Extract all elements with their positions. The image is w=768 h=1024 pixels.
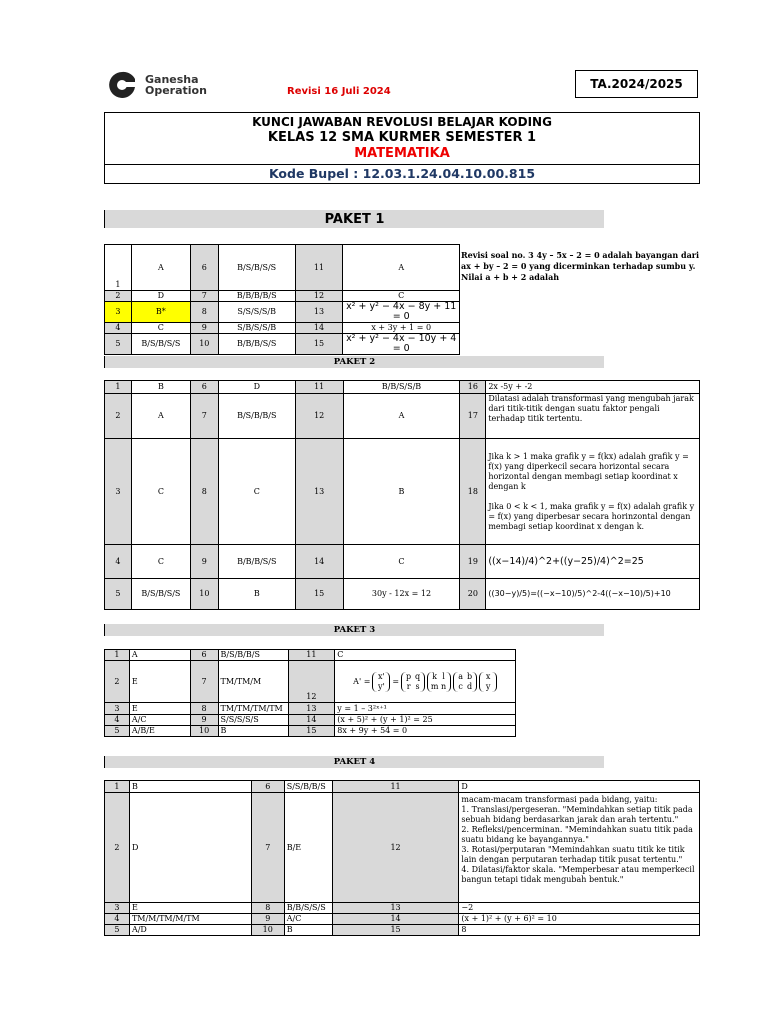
- table-cell: 11: [295, 245, 343, 291]
- table-cell: 9: [190, 545, 218, 579]
- table-cell: 8: [459, 925, 700, 936]
- table-cell: 18: [460, 439, 486, 545]
- table-cell: A/C: [284, 914, 332, 925]
- matrix-entry: a: [458, 671, 463, 681]
- matrix-entry: x: [485, 671, 491, 681]
- matrix-entry: c: [458, 681, 463, 691]
- table-row: [105, 781, 700, 793]
- table-cell: 8x + 9y + 54 = 0: [335, 726, 516, 737]
- table-cell: 14: [295, 545, 343, 579]
- table-cell: 2: [105, 793, 130, 903]
- table-cell: B/B/B/S/S: [218, 334, 295, 355]
- table-row: [105, 302, 460, 323]
- table-cell: 3: [105, 903, 130, 914]
- table-cell: 8: [190, 302, 218, 323]
- table-cell: 13: [288, 703, 335, 715]
- table-cell: 14: [295, 323, 343, 334]
- matrix-entry: l: [442, 671, 445, 681]
- answer-line: 3. Rotasi/perputaran "Memindahkan suatu titik ke titik lain dengan perputaran terhadap titik pusat tertentu.": [461, 845, 685, 864]
- table-cell: B/S/B/S/S: [131, 334, 190, 355]
- table-row: [105, 439, 700, 545]
- table-cell: 30y - 12x = 12: [343, 579, 460, 610]
- table-cell: y = 1 – 3²ˣ⁺¹: [335, 703, 516, 715]
- table-cell: 5: [105, 726, 130, 737]
- paket3-table: [104, 649, 516, 737]
- matrix-entry: s: [415, 681, 420, 691]
- matrix-equals: =: [392, 676, 400, 686]
- table-row: [105, 726, 516, 737]
- matrix-lhs: A' =: [353, 676, 371, 686]
- paket2-table: [104, 380, 700, 610]
- table-cell: 9: [251, 914, 284, 925]
- matrix-block: [453, 672, 477, 692]
- table-cell: B: [129, 781, 251, 793]
- table-cell: TM/TM/M: [218, 661, 288, 703]
- table-cell: 14: [332, 914, 459, 925]
- table-cell: (x + 5)² + (y + 1)² = 25: [335, 715, 516, 726]
- answer-12-cell: [459, 793, 700, 903]
- table-cell: A/D: [129, 925, 251, 936]
- table-cell: 12: [295, 291, 343, 302]
- matrix-entry: n: [441, 681, 447, 691]
- table-cell: 1: [105, 781, 130, 793]
- table-cell: 6: [190, 381, 218, 394]
- table-cell: 17: [460, 394, 486, 439]
- table-cell: 9: [190, 715, 218, 726]
- table-cell: 8: [251, 903, 284, 914]
- table-cell: 20: [460, 579, 486, 610]
- table-cell: S/B/S/S/B: [218, 323, 295, 334]
- table-cell: C: [335, 650, 516, 661]
- table-cell: B: [284, 925, 332, 936]
- table-cell: B/B/B/S/S: [218, 545, 295, 579]
- table-cell: 12: [288, 661, 335, 703]
- table-row: [105, 661, 516, 703]
- table-row: [105, 793, 700, 903]
- matrix-block: [401, 672, 425, 692]
- table-cell: 5: [105, 334, 132, 355]
- table-cell: B/E: [284, 793, 332, 903]
- table-cell: 15: [288, 726, 335, 737]
- matrix-block: [427, 672, 451, 692]
- table-cell: 13: [332, 903, 459, 914]
- table-cell: 3: [105, 703, 130, 715]
- table-cell: C: [131, 439, 190, 545]
- table-cell: C: [218, 439, 295, 545]
- table-cell: 8: [190, 703, 218, 715]
- table-cell: E: [129, 703, 190, 715]
- document-header: [104, 112, 700, 184]
- table-cell: 13: [295, 302, 343, 323]
- table-cell: x² + y² − 4x − 8y + 11 = 0: [343, 302, 460, 323]
- table-cell: 7: [190, 291, 218, 302]
- table-cell: TM/M/TM/M/TM: [129, 914, 251, 925]
- answer-18-part1: Jika k > 1 maka grafik y = f(kx) adalah grafik y = f(x) yang diperkecil secara horizontal secara horizontal dengan membagi setiap koordinat x dengan k: [488, 451, 689, 491]
- logo-line1: Ganesha: [145, 73, 199, 86]
- table-cell: 6: [251, 781, 284, 793]
- table-cell: 12: [332, 793, 459, 903]
- table-row: [105, 334, 460, 355]
- table-cell: B/S/B/B/S: [218, 394, 295, 439]
- table-cell: 12: [295, 394, 343, 439]
- paket1-table: [104, 244, 460, 355]
- paket3-title: PAKET 3: [104, 624, 604, 636]
- ganesha-logo-icon: [105, 70, 139, 100]
- table-cell: 4: [105, 914, 130, 925]
- table-cell: 4: [105, 715, 130, 726]
- header-class: KELAS 12 SMA KURMER SEMESTER 1: [267, 130, 537, 145]
- matrix-entry: r: [406, 681, 411, 691]
- table-cell: D: [459, 781, 700, 793]
- table-cell: 10: [190, 579, 218, 610]
- table-cell: 8: [190, 439, 218, 545]
- table-cell: S/S/B/B/S: [284, 781, 332, 793]
- table-cell: B/B/S/S/B: [343, 381, 460, 394]
- table-cell: A: [131, 394, 190, 439]
- header-code: Kode Bupel : 12.03.1.24.04.10.00.815: [105, 164, 699, 181]
- table-cell: (x + 1)² + (y + 6)² = 10: [459, 914, 700, 925]
- table-cell: D: [129, 793, 251, 903]
- matrix-entry: x': [378, 671, 385, 681]
- table-cell: B: [131, 381, 190, 394]
- logo-line2: Operation: [145, 84, 207, 97]
- table-cell: A: [343, 245, 460, 291]
- table-row: [105, 545, 700, 579]
- table-cell: TM/TM/TM/TM: [218, 703, 288, 715]
- table-cell: 4: [105, 323, 132, 334]
- paket4-table: [104, 780, 700, 936]
- table-cell: 15: [332, 925, 459, 936]
- table-cell: 11: [288, 650, 335, 661]
- table-cell: ((x−14)/4)^2+((y−25)/4)^2=25: [486, 545, 700, 579]
- table-cell: 7: [251, 793, 284, 903]
- table-row: [105, 914, 700, 925]
- table-cell: −2: [459, 903, 700, 914]
- table-row: [105, 715, 516, 726]
- table-row: [105, 245, 460, 291]
- table-cell: 11: [332, 781, 459, 793]
- table-cell: C: [131, 323, 190, 334]
- academic-year-box: TA.2024/2025: [575, 70, 698, 98]
- table-cell: x + 3y + 1 = 0: [343, 323, 460, 334]
- paket4-title: PAKET 4: [104, 756, 604, 768]
- matrix-entry: k: [432, 671, 438, 681]
- table-cell: 6: [190, 245, 218, 291]
- matrix-entry: m: [430, 681, 439, 691]
- table-cell: 4: [105, 545, 132, 579]
- table-cell: [486, 439, 700, 545]
- table-cell: 5: [105, 579, 132, 610]
- table-cell: B/S/B/B/S: [218, 650, 288, 661]
- table-cell: 1: [105, 381, 132, 394]
- table-cell: x² + y² − 4x − 10y + 4 = 0: [343, 334, 460, 355]
- table-cell: 2: [105, 661, 130, 703]
- matrix-entry: b: [467, 671, 473, 681]
- table-cell: 3: [105, 439, 132, 545]
- table-cell: 2: [105, 394, 132, 439]
- table-cell: 15: [295, 579, 343, 610]
- table-cell: D: [218, 381, 295, 394]
- table-cell: B/S/B/S/S: [131, 579, 190, 610]
- table-cell: 1: [105, 650, 130, 661]
- table-cell: E: [129, 661, 190, 703]
- table-cell: Dilatasi adalah transformasi yang mengubah jarak dari titik-titik dengan suatu faktor pengali terhadap titik tertentu.: [486, 394, 700, 439]
- answer-line: 1. Translasi/pergeseran. "Memindahkan setiap titik pada sebuah bidang berdasarkan jarak dan arah tertentu.": [461, 805, 693, 824]
- table-row: [105, 703, 516, 715]
- table-cell: A: [129, 650, 190, 661]
- table-cell: S/S/S/S/B: [218, 302, 295, 323]
- table-cell: A: [131, 245, 190, 291]
- table-cell: B: [218, 579, 295, 610]
- table-cell: 13: [295, 439, 343, 545]
- table-cell: C: [343, 291, 460, 302]
- table-cell: A: [343, 394, 460, 439]
- table-cell: D: [131, 291, 190, 302]
- matrix-entry: y': [378, 681, 385, 691]
- table-cell: 9: [190, 323, 218, 334]
- answer-line: 2. Refleksi/pencerminan. "Memindahkan suatu titik pada suatu bidang ke bayangannya.": [461, 825, 693, 844]
- matrix-entry: y: [485, 681, 491, 691]
- table-cell: 6: [190, 650, 218, 661]
- revision-note: Revisi soal no. 3 4y – 5x – 2 = 0 adalah bayangan dari ax + by – 2 = 0 yang dicerminkan terhadap sumbu y. Nilai a + b + 2 adalah: [461, 250, 700, 282]
- table-row: [105, 579, 700, 610]
- paket1-title: PAKET 1: [104, 210, 604, 228]
- matrix-equation: [353, 672, 497, 692]
- table-cell: 10: [190, 726, 218, 737]
- table-cell: 7: [190, 661, 218, 703]
- table-cell: 7: [190, 394, 218, 439]
- table-cell: 11: [295, 381, 343, 394]
- matrix-cell: [335, 661, 516, 703]
- table-cell: A/B/E: [129, 726, 190, 737]
- table-row: [105, 291, 460, 302]
- table-row: [105, 323, 460, 334]
- table-row: [105, 381, 700, 394]
- logo: [105, 70, 207, 100]
- table-row: [105, 394, 700, 439]
- table-cell: E: [129, 903, 251, 914]
- table-cell: S/S/S/S/S: [218, 715, 288, 726]
- table-cell: 2x -5y + -2: [486, 381, 700, 394]
- header-title: KUNCI JAWABAN REVOLUSI BELAJAR KODING: [252, 115, 552, 129]
- table-cell: 5: [105, 925, 130, 936]
- matrix-entry: d: [467, 681, 473, 691]
- table-cell: 19: [460, 545, 486, 579]
- table-cell: C: [131, 545, 190, 579]
- table-cell: ((30−y)/5)=((−x−10)/5)^2-4((−x−10)/5)+10: [486, 579, 700, 610]
- table-cell: 2: [105, 291, 132, 302]
- table-cell: A/C: [129, 715, 190, 726]
- table-cell: B/B/B/B/S: [218, 291, 295, 302]
- matrix-entry: p: [406, 671, 412, 681]
- logo-text: [145, 74, 207, 96]
- table-cell: 15: [295, 334, 343, 355]
- table-cell: B/S/B/S/S: [218, 245, 295, 291]
- matrix-vector: [372, 672, 390, 692]
- table-cell: B: [343, 439, 460, 545]
- paket2-title: PAKET 2: [104, 356, 604, 368]
- table-cell: 14: [288, 715, 335, 726]
- matrix-vector: [479, 672, 497, 692]
- table-row: [105, 903, 700, 914]
- table-cell: B*: [131, 302, 190, 323]
- table-cell: 1: [105, 245, 132, 291]
- matrix-entry: q: [415, 671, 421, 681]
- table-cell: 3: [105, 302, 132, 323]
- answer-line: 4. Dilatasi/faktor skala. "Memperbesar atau memperkecil bangun tetapi tidak mengubah bentuk.": [461, 865, 695, 884]
- header-subject: MATEMATIKA: [354, 146, 450, 161]
- table-cell: 10: [190, 334, 218, 355]
- table-cell: 10: [251, 925, 284, 936]
- answer-line: macam-macam transformasi pada bidang, yaitu:: [461, 795, 658, 804]
- table-cell: C: [343, 545, 460, 579]
- table-row: [105, 925, 700, 936]
- answer-18-part2: Jika 0 < k < 1, maka grafik y = f(x) adalah grafik y = f(x) yang diperbesar secara horinzontal dengan membagi setiap koordinat x dengan k.: [488, 501, 695, 531]
- table-cell: 16: [460, 381, 486, 394]
- revision-date: Revisi 16 Juli 2024: [287, 86, 391, 97]
- table-cell: B/B/S/S/S: [284, 903, 332, 914]
- table-cell: B: [218, 726, 288, 737]
- table-row: [105, 650, 516, 661]
